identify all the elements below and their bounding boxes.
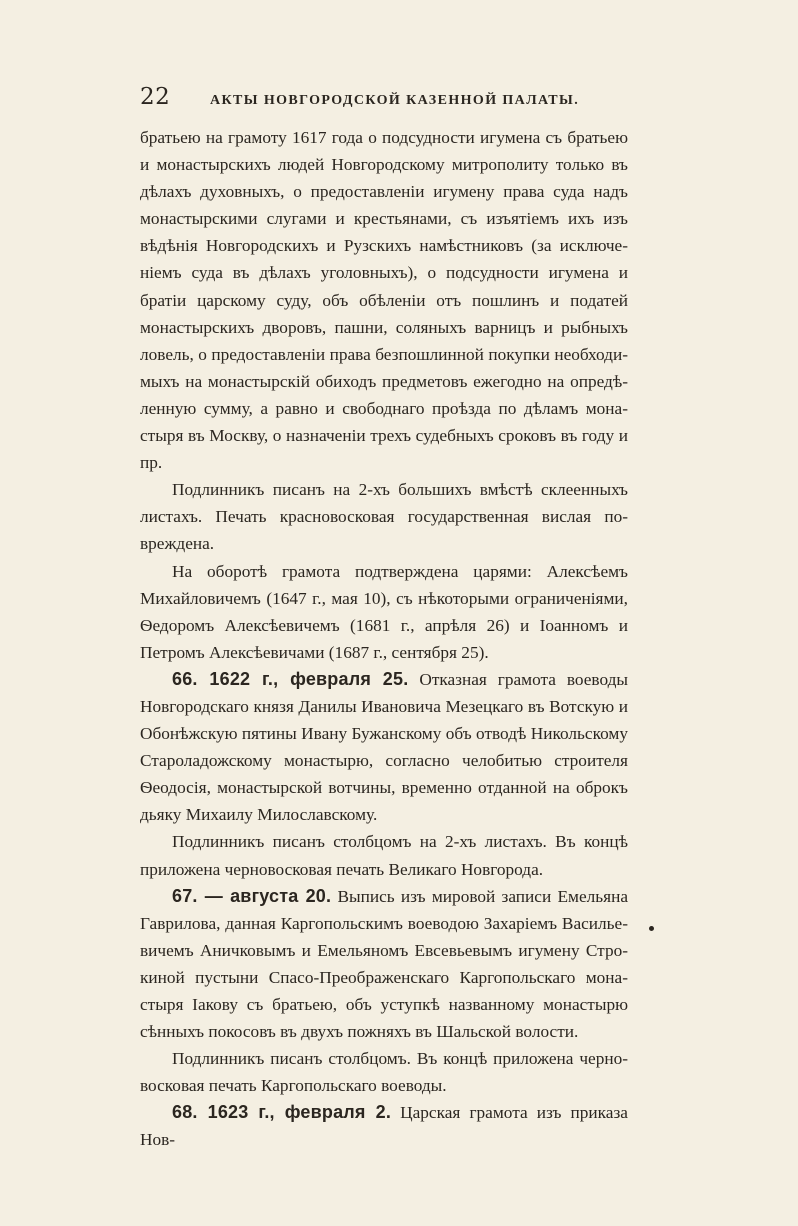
entry-heading: 67. — августа 20.: [172, 885, 332, 906]
paragraph-reverse-note: [140, 558, 628, 666]
entry-heading: 66. 1622 г., февраля 25.: [172, 668, 409, 689]
paragraph-text: Подлинникъ писанъ на 2-хъ большихъ вмѣстѣ склеенныхъ листахъ. Печать красновосковая государственная вислая повреждена.: [140, 480, 628, 554]
paragraph-text: На оборотѣ грамота подтверждена царями: Алексѣемъ Михайловичемъ (1647 г., мая 10), съ нѣкоторыми ограниченіями, Ѳедоромъ Алексѣевичемъ (1681 г., апрѣля 26) и Іоанномъ и Петромъ Алексѣевичами (1687 г., сентября 25).: [140, 561, 628, 662]
paragraph-original-note: [140, 828, 628, 882]
paragraph-original-note: [140, 476, 628, 557]
body-text: [140, 124, 628, 1154]
entry-66: [140, 666, 628, 829]
paragraph-text: Подлинникъ писанъ столбцомъ на 2-хъ листахъ. Въ концѣ приложена черновосковая печать Великаго Новгорода.: [140, 832, 628, 879]
running-title: АКТЫ НОВГОРОДСКОЙ КАЗЕННОЙ ПАЛАТЫ.: [210, 93, 580, 108]
entry-68: [140, 1099, 628, 1153]
entry-67: [140, 883, 628, 1046]
page-header: [140, 84, 660, 110]
paragraph-text: Подлинникъ писанъ столбцомъ. Въ концѣ приложена черновосковая печать Каргопольскаго воеводы.: [140, 1049, 628, 1096]
paragraph-text: братьею на грамоту 1617 года о подсудности игумена съ братьею и монастырскихъ людей Новгородскому митрополиту только въ дѣлахъ духовныхъ, о предоставленіи игумену права суда надъ монастырскими слугами и крестьянами, съ изъятіемъ ихъ изъ вѣдѣнія Новгородскихъ и Рузскихъ намѣстниковъ (за исключеніемъ суда въ дѣлахъ уголовныхъ), о подсудности игумена и братіи царскому суду, объ обѣленіи отъ пошлинъ и податей монастырскихъ дворовъ, пашни, соляныхъ варницъ и рыбныхъ ловель, о предоставленіи права безпошлинной покупки необходимыхъ на монастырскій обиходъ предметовъ ежегодно на опредѣленную сумму, а равно и свободнаго проѣзда по дѣламъ монастыря въ Москву, о назначеніи трехъ судебныхъ сроковъ въ году и пр.: [140, 128, 628, 473]
entry-text: Отказная грамота воеводы Новгородскаго князя Данилы Ивановича Мезецкаго въ Вотскую и Обонѣжскую пятины Ивану Бужанскому объ отводѣ Никольскому Староладожскому монастырю, согласно челобитью строителя Ѳеодосія, монастырской вотчины, временно отданной на оброкъ дьяку Михаилу Милославскому.: [140, 669, 628, 825]
entry-heading: 68. 1623 г., февраля 2.: [172, 1102, 392, 1123]
page-number: 22: [140, 84, 171, 110]
entry-text: Выпись изъ мировой записи Емельяна Гаврилова, данная Каргопольскимъ воеводою Захаріемъ Васильевичемъ Аничковымъ и Емельяномъ Евсевьевымъ игумену Строкиной пустыни Спасо-Преображенскаго Каргопольскаго монастыря Іакову съ братьею, объ уступкѣ названному монастырю сѣнныхъ покосовъ въ двухъ пожняхъ въ Шальской волости.: [140, 886, 628, 1042]
entry-text: Царская грамота изъ приказа Нов-: [140, 1103, 628, 1150]
ink-dot-mark: [649, 926, 654, 931]
paragraph-continuation: [140, 124, 628, 476]
paragraph-original-note: [140, 1045, 628, 1099]
